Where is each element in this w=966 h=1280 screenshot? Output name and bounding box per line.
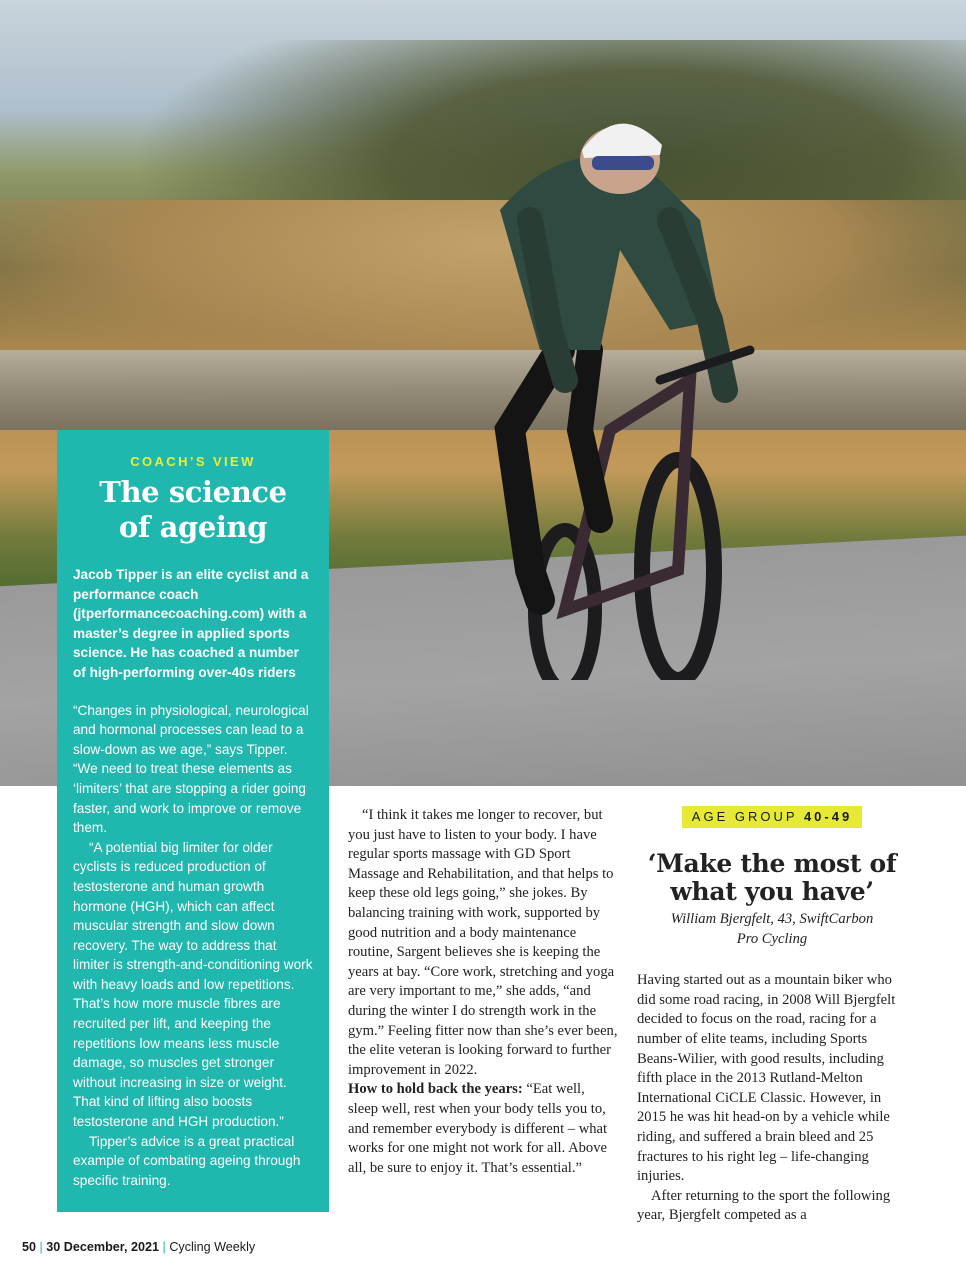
coach-title xyxy=(73,475,313,545)
profile-paragraph: Having started out as a mountain biker who did some road racing, in 2008 Will Bjergfelt decided to focus on the road, racing for a number of elite teams, including Sports Beans-Wilier, with good results, including fifth place in the 2013 Rutland-Melton International CiCLE Classic. However, in 2015 he was hit head-on by a vehicle while riding, and suffered a brain bleed and 25 fractures to his right leg – life-changing injuries. xyxy=(637,972,896,1185)
issue-date: 30 December, 2021 xyxy=(46,1240,160,1254)
coach-view-box xyxy=(57,430,329,1212)
page-number: 50 xyxy=(22,1240,37,1254)
right-column xyxy=(637,806,907,1226)
coach-paragraph: “A potential big limiter for older cyclists is reduced production of testosterone and human growth hormone (HGH), which can affect muscular strength and slow down recovery. The way to address that limiter is strength-and-conditioning work with heavy loads and low repetitions. That’s how more muscle fibres are recruited per lift, and keeping the repetitions low means less muscle damage, so muscles get stronger without increasing in size or weight. That kind of lifting also boosts testosterone and HGH production.” xyxy=(73,839,313,1130)
profile-body xyxy=(637,971,907,1226)
middle-subhead: How to hold back the years: xyxy=(348,1081,523,1098)
profile-byline xyxy=(637,910,907,949)
coach-intro: Jacob Tipper is an elite cyclist and a performance coach (jtperformancecoaching.com) with a master’s degree in applied sports science. He has coached a number of high-performing over-40s riders xyxy=(73,567,309,680)
age-group-range: 40-49 xyxy=(803,809,853,824)
age-group-badge-wrap xyxy=(637,806,907,828)
middle-paragraph-text: “Eat well, sleep well, rest when your body tells you to, and remember everybody is different – what works for one might not work for all. Above all, be sure to enjoy it. That’s essential.” xyxy=(348,1081,608,1176)
byline-line1: William Bjergfelt, 43, SwiftCarbon xyxy=(670,911,874,927)
middle-paragraph: “I think it takes me longer to recover, but you just have to listen to your body. I have regular sports massage with GD Sport Massage and Rehabilitation, and that helps to keep these old legs going,” she jokes. By balancing training with work, supported by good nutrition and a body maintenance routine, Sargent believes she is keeping the years at bay. “Core work, stretching and yoga are very important to me,” she adds, “and during the winter I do strength work in the gym.” Feeling fitter now than she’s ever been, the elite veteran is looking forward to further improvement in 2022. xyxy=(348,807,618,1078)
byline-line2: Pro Cycling xyxy=(736,930,808,947)
folio-separator: | xyxy=(39,1240,43,1254)
age-group-label: AGE GROUP xyxy=(691,809,798,824)
coach-paragraph: “Changes in physiological, neurological and hormonal processes can lead to a slow-down as we age,” says Tipper. “We need to treat these elements as ‘limiters’ that are stopping a rider going faster, and work to improve or remove them. xyxy=(73,702,309,836)
profile-headline: ‘Make the most of what you have’ xyxy=(647,849,897,906)
middle-column xyxy=(348,806,618,1178)
publication-name: Cycling Weekly xyxy=(169,1240,256,1254)
folio-separator: | xyxy=(162,1240,166,1254)
cyclist-illustration xyxy=(470,100,760,680)
coach-body xyxy=(73,701,313,1191)
profile-paragraph: After returning to the sport the following year, Bjergfelt competed as a xyxy=(637,1187,891,1224)
coach-paragraph: Tipper’s advice is a great practical example of combating ageing through specific training. xyxy=(73,1133,301,1188)
coach-title-line2: of ageing xyxy=(118,510,268,544)
coach-kicker: COACH’S VIEW xyxy=(130,454,256,469)
middle-paragraph-2 xyxy=(348,1080,618,1178)
age-group-badge xyxy=(682,806,862,828)
coach-title-line1: The science xyxy=(99,475,287,509)
page-folio xyxy=(22,1240,255,1254)
